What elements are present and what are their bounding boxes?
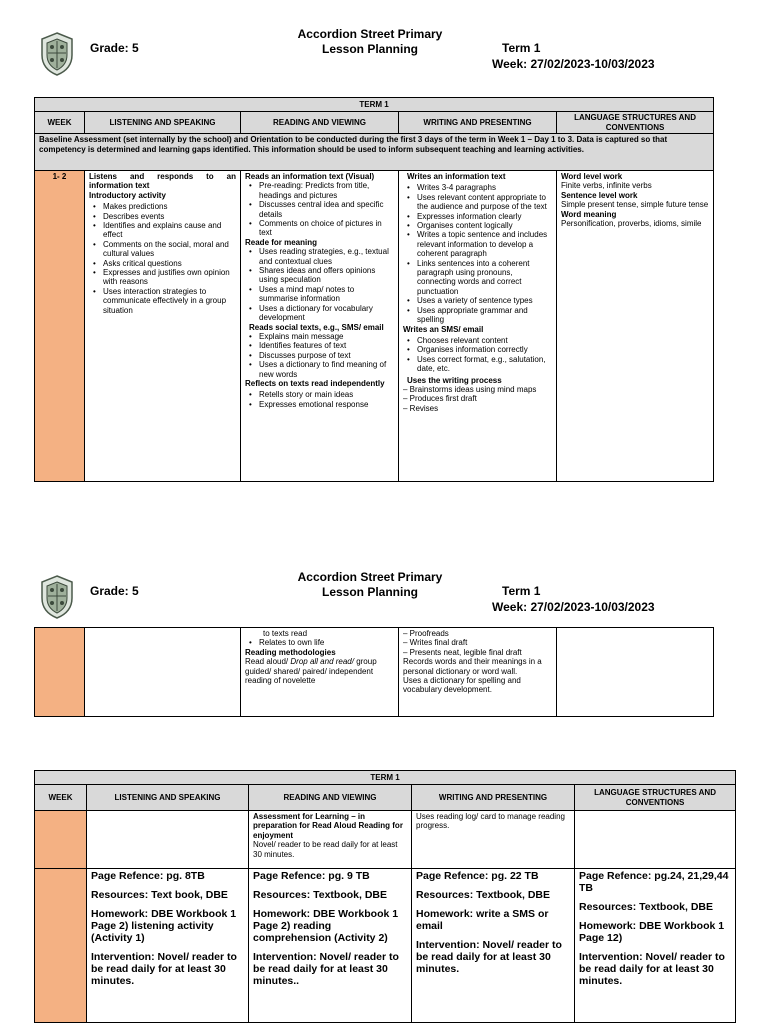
reading-heading-3: Reads social texts, e.g., SMS/ email: [249, 322, 384, 332]
col-header-week: WEEK: [35, 112, 85, 134]
page-reference: Page Refence: pg. 22 TB: [416, 870, 539, 882]
list-item: • Organises information correctly: [403, 345, 552, 354]
assessment-heading: Assessment for Learning – in preparation for Read Aloud Reading for enjoyment: [253, 812, 403, 840]
language-text-3: Personification, proverbs, idioms, simile: [561, 219, 702, 229]
writing-dash-2: – Writes final draft: [403, 638, 468, 648]
list-item: • Uses a variety of sentence types: [403, 296, 552, 305]
list-item: • Uses a dictionary to find meaning of new words: [245, 360, 394, 379]
listening-cell: [85, 171, 241, 482]
col-header-writing: WRITING AND PRESENTING: [412, 785, 575, 811]
col-header-listening: LISTENING AND SPEAKING: [87, 785, 249, 811]
intervention: Intervention: Novel/ reader to be read daily for at least 30 minutes.: [91, 951, 237, 987]
homework: Homework: DBE Workbook 1 Page 2) listening activity (Activity 1): [91, 908, 237, 944]
homework: Homework: DBE Workbook 1 Page 12): [579, 920, 725, 944]
listening-resources-cell: [87, 869, 249, 1023]
week-cell: [35, 811, 87, 869]
resources: Resources: Textbook, DBE: [253, 889, 388, 901]
page-reference: Page Refence: pg. 8TB: [91, 870, 205, 882]
language-text-1: Finite verbs, infinite verbs: [561, 181, 652, 191]
page-reference: Page Refence: pg. 9 TB: [253, 870, 370, 882]
lesson-plan-table-2: [34, 627, 714, 717]
language-heading-2: Sentence level work: [561, 190, 638, 200]
intervention: Intervention: Novel/ reader to be read daily for at least 30 minutes.: [579, 951, 725, 987]
term-label: Term 1: [502, 41, 541, 55]
language-text-2: Simple present tense, simple future tense: [561, 200, 709, 210]
reading-list-3: [245, 332, 394, 379]
term-title: TERM 1: [35, 771, 736, 785]
col-header-writing: WRITING AND PRESENTING: [399, 112, 557, 134]
resources: Resources: Textbook, DBE: [416, 889, 551, 901]
col-header-language: LANGUAGE STRUCTURES AND CONVENTIONS: [575, 785, 736, 811]
writing-heading-2: Writes an SMS/ email: [403, 324, 484, 334]
reading-cell: [249, 811, 412, 869]
page-header-1: [0, 27, 768, 87]
list-item: • Writes a topic sentence and includes relevant information to develop a coherent paragraph: [403, 230, 552, 258]
list-item: • Writes 3-4 paragraphs: [403, 183, 552, 192]
week-range: Week: 27/02/2023-10/03/2023: [492, 57, 655, 71]
intervention: Intervention: Novel/ reader to be read daily for at least 30 minutes.: [416, 939, 562, 975]
reading-list-2: [245, 247, 394, 322]
planning-title: Lesson Planning: [321, 42, 418, 56]
writing-list-1: [403, 183, 552, 324]
language-heading-1: Word level work: [561, 172, 623, 181]
writing-cell: [399, 171, 557, 482]
listening-subheading: Introductory activity: [89, 190, 166, 200]
list-item: • Organises content logically: [403, 221, 552, 230]
writing-list-2: [403, 336, 552, 374]
grade-label: Grade: 5: [90, 41, 139, 55]
intervention: Intervention: Novel/ reader to be read daily for at least 30 minutes..: [253, 951, 399, 987]
col-header-reading: READING AND VIEWING: [241, 112, 399, 134]
list-item: • Uses a dictionary for vocabulary development: [245, 304, 394, 323]
language-cell: [557, 171, 714, 482]
grade-label: Grade: 5: [90, 584, 139, 598]
list-item: • Relates to own life: [245, 638, 394, 647]
reading-heading-4: Reflects on texts read independently: [245, 378, 385, 388]
list-item: • Links sentences into a coherent paragraph using pronouns, connecting words and correct punctuation: [403, 259, 552, 297]
language-cell: [575, 811, 736, 869]
homework: Homework: write a SMS or email: [416, 908, 549, 932]
list-item: • Uses reading strategies, e.g., textual and contextual clues: [245, 247, 394, 266]
writing-heading-3: Uses the writing process: [407, 375, 502, 385]
writing-resources-cell: [412, 869, 575, 1023]
list-item: • Identifies features of text: [245, 341, 394, 350]
reading-continued-text: to texts read: [263, 629, 308, 638]
col-header-week: WEEK: [35, 785, 87, 811]
list-item: • Discusses purpose of text: [245, 351, 394, 360]
listening-heading: Listens and responds to an information text: [89, 172, 236, 191]
reading-resources-cell: [249, 869, 412, 1023]
page-reference: Page Refence: pg.24, 21,29,44 TB: [579, 870, 729, 894]
list-item: • Uses interaction strategies to communicate effectively in a group situation: [89, 287, 236, 315]
reading-heading: Reading methodologies: [245, 647, 336, 657]
list-item: • Discusses central idea and specific details: [245, 200, 394, 219]
list-item: • Expresses and justifies own opinion with reasons: [89, 268, 236, 287]
homework: Homework: DBE Workbook 1 Page 2) reading comprehension (Activity 2): [253, 908, 399, 944]
school-crest-icon: [38, 31, 76, 77]
lesson-plan-table-3: [34, 770, 736, 1023]
list-item: • Describes events: [89, 212, 236, 221]
list-item: • Chooses relevant content: [403, 336, 552, 345]
list-item: • Expresses emotional response: [245, 400, 394, 409]
school-crest-icon: [38, 574, 76, 620]
page-header-2: [0, 570, 768, 630]
reading-heading-1: Reads an information text (Visual): [245, 172, 375, 181]
list-item: • Uses appropriate grammar and spelling: [403, 306, 552, 325]
list-item: • Comments on choice of pictures in text: [245, 219, 394, 238]
planning-title: Lesson Planning: [321, 585, 418, 599]
list-item: • Identifies and explains cause and effect: [89, 221, 236, 240]
col-header-language: LANGUAGE STRUCTURES AND CONVENTIONS: [557, 112, 714, 134]
writing-dash-3: – Presents neat, legible final draft Records words and their meanings in a personal dictionary or word wall.: [403, 647, 542, 676]
reading-methodologies-text: [245, 657, 394, 685]
assessment-text: Novel/ reader to be read daily for at least 30 minutes.: [253, 840, 398, 859]
list-item: • Explains main message: [245, 332, 394, 341]
reading-list-1: [245, 181, 394, 237]
school-title: [250, 27, 490, 57]
writing-dash-3: – Revises: [403, 403, 439, 413]
writing-dash-2: – Produces first draft: [403, 394, 477, 404]
list-item: • Shares ideas and offers opinions using speculation: [245, 266, 394, 285]
reading-list: [245, 638, 394, 647]
listening-cell: [85, 628, 241, 717]
term-label: Term 1: [502, 584, 541, 598]
list-item: • Uses relevant content appropriate to the audience and purpose of the text: [403, 193, 552, 212]
writing-dash-1: – Proofreads: [403, 629, 449, 638]
resources: Resources: Text book, DBE: [91, 889, 228, 901]
language-cell: [557, 628, 714, 717]
reading-cell: [241, 171, 399, 482]
writing-text: Uses a dictionary for spelling and vocabulary development.: [403, 676, 521, 695]
writing-cell: Uses reading log/ card to manage reading progress.: [412, 811, 575, 869]
resources: Resources: Textbook, DBE: [579, 901, 714, 913]
language-heading-3: Word meaning: [561, 209, 617, 219]
language-resources-cell: [575, 869, 736, 1023]
school-name: Accordion Street Primary: [297, 570, 443, 584]
baseline-note: Baseline Assessment (set internally by the school) and Orientation to be conducted during the first 3 days of the term in Week 1 – Day 1 to 3. Data is captured so that competency is determined and learning gaps identified. This information should be used to inform subsequent teaching and learning activities.: [35, 134, 714, 171]
reading-list-4: [245, 390, 394, 409]
list-item: • Asks critical questions: [89, 259, 236, 268]
reading-heading-2: Reade for meaning: [245, 237, 318, 247]
week-cell: [35, 628, 85, 717]
reading-cell: [241, 628, 399, 717]
list-item: • Uses a mind map/ notes to summarise information: [245, 285, 394, 304]
lesson-plan-table-1: [34, 97, 714, 482]
term-title: TERM 1: [35, 98, 714, 112]
reading-methods-italic: Drop all and read/: [290, 657, 354, 667]
reading-methods-part-2: group guided/ shared/ paired/ independent reading of novelette: [245, 657, 377, 686]
week-cell: [35, 869, 87, 1023]
col-header-listening: LISTENING AND SPEAKING: [85, 112, 241, 134]
week-cell: 1- 2: [35, 171, 85, 482]
reading-methods-part-1: Read aloud/: [245, 657, 291, 667]
writing-cell: [399, 628, 557, 717]
week-range: Week: 27/02/2023-10/03/2023: [492, 600, 655, 614]
listening-list: [89, 202, 236, 315]
listening-cell: [87, 811, 249, 869]
writing-heading-1: Writes an information text: [407, 172, 506, 181]
list-item: • Uses correct format, e.g., salutation, date, etc.: [403, 355, 552, 374]
school-name: Accordion Street Primary: [297, 27, 443, 41]
list-item: • Comments on the social, moral and cultural values: [89, 240, 236, 259]
list-item: • Expresses information clearly: [403, 212, 552, 221]
col-header-reading: READING AND VIEWING: [249, 785, 412, 811]
school-title: [250, 570, 490, 600]
writing-dash-1: – Brainstorms ideas using mind maps: [403, 384, 537, 394]
list-item: • Pre-reading: Predicts from title, headings and pictures: [245, 181, 394, 200]
list-item: • Retells story or main ideas: [245, 390, 394, 399]
list-item: • Makes predictions: [89, 202, 236, 211]
